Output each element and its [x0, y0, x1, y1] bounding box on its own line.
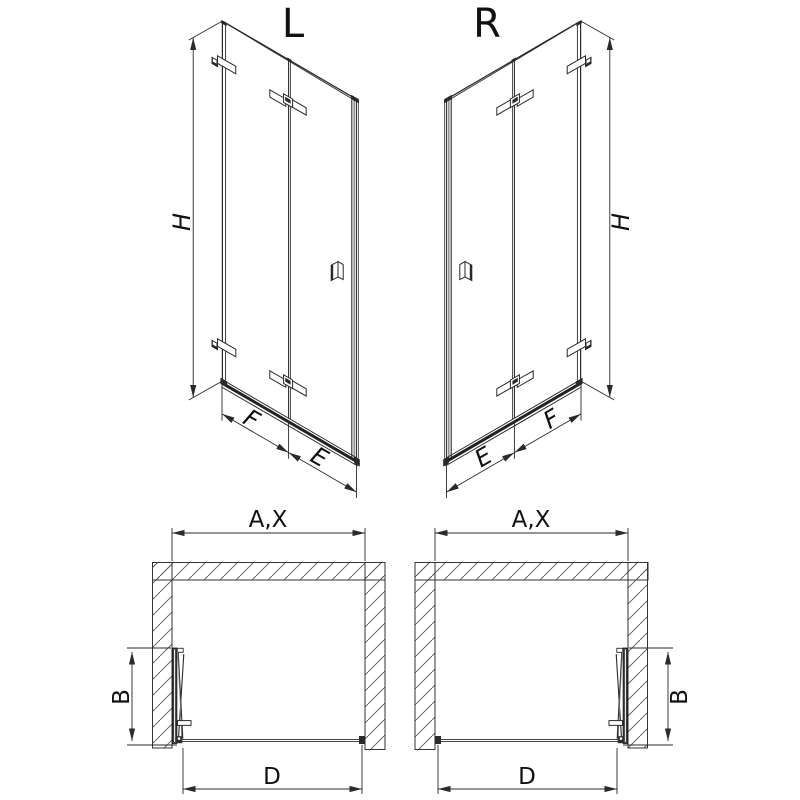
dimension-panels — [222, 385, 357, 499]
dim-label-passage-left: D — [263, 764, 281, 790]
threshold-line — [435, 736, 620, 744]
wall-hinge-bottom-icon — [212, 339, 236, 357]
elevation-left-drawing — [189, 20, 360, 498]
plan-left-drawing — [127, 528, 385, 794]
dim-label-e-right: E — [469, 441, 498, 474]
wall-hinge-top-icon — [212, 56, 236, 74]
threshold-line — [181, 736, 366, 744]
handle-knob-icon — [331, 262, 343, 281]
plan-folded-door — [172, 648, 191, 744]
dim-label-height-left: H — [168, 212, 196, 232]
dim-label-depth-left: B — [109, 689, 135, 705]
fold-hinge-top-icon — [270, 90, 306, 115]
dim-label-f-right: F — [538, 403, 565, 435]
plan-folded-door — [609, 648, 628, 744]
dim-label-depth-right: B — [667, 689, 693, 705]
elevation-right-drawing — [443, 20, 614, 498]
dim-label-height-right: H — [607, 212, 635, 232]
wall-stile — [221, 20, 226, 381]
plan-right-drawing — [415, 528, 673, 794]
edge-profile — [351, 95, 359, 464]
dim-label-opening-left: A,X — [248, 507, 288, 533]
variant-label-left: L — [281, 1, 305, 47]
dim-label-e-left: E — [305, 441, 334, 474]
dim-label-passage-right: D — [518, 764, 536, 790]
dim-label-f-left: F — [238, 403, 265, 435]
fold-line — [287, 57, 291, 419]
dim-label-opening-right: A,X — [511, 507, 551, 533]
fold-hinge-bottom-icon — [270, 371, 306, 396]
variant-label-right: R — [473, 1, 501, 47]
